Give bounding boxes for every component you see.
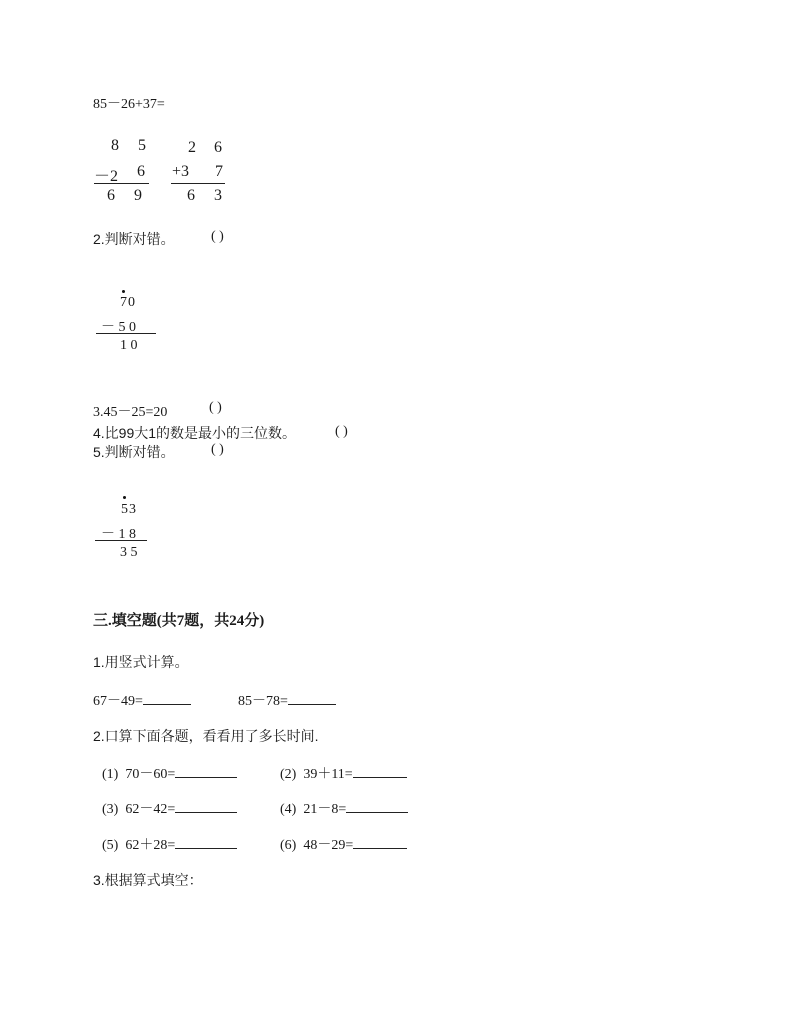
answer-blank[interactable] xyxy=(175,800,237,813)
underline xyxy=(96,333,156,334)
oral-item-2 xyxy=(280,763,407,783)
answer-blank[interactable] xyxy=(143,692,191,705)
underline xyxy=(95,540,147,541)
fill-1-expression-a xyxy=(93,690,191,710)
answer-paren[interactable]: ( ) xyxy=(335,424,348,439)
carry-dot xyxy=(122,290,125,293)
item-number: (6) xyxy=(280,838,297,853)
vertical-top: 53 xyxy=(121,502,137,517)
vertical-result: 3 5 xyxy=(120,545,138,560)
expression: 21－8= xyxy=(303,802,347,817)
digit: 9 xyxy=(134,187,142,204)
fill-question-2: 2.口算下面各题，看看用了多长时间. xyxy=(93,728,319,744)
operator-digit: －2 xyxy=(94,168,119,185)
digit: 6 xyxy=(107,187,115,204)
underline xyxy=(171,183,225,184)
answer-paren[interactable]: ( ) xyxy=(209,400,222,415)
oral-item-4 xyxy=(280,798,408,818)
answer-blank[interactable] xyxy=(353,765,407,778)
item-number: (4) xyxy=(280,802,297,817)
header-expression: 85－26+37= xyxy=(93,97,165,112)
oral-item-6 xyxy=(280,834,407,854)
digit: 5 xyxy=(138,137,146,154)
expression: 62＋28= xyxy=(125,838,176,853)
digit: 7 xyxy=(215,163,223,180)
fill-1-expression-b xyxy=(238,690,336,710)
answer-paren[interactable]: ( ) xyxy=(211,229,224,244)
digit: 8 xyxy=(111,137,119,154)
question-3: 3.45－25=20 xyxy=(93,405,168,420)
digit: 2 xyxy=(188,139,196,156)
answer-blank[interactable] xyxy=(288,692,336,705)
underline xyxy=(94,183,149,184)
vertical-operand: － 5 0 xyxy=(101,320,136,335)
vertical-top: 70 xyxy=(120,295,136,310)
digit: 6 xyxy=(187,187,195,204)
vertical-result: 1 0 xyxy=(120,338,138,353)
answer-blank[interactable] xyxy=(353,836,407,849)
expression: 85－78= xyxy=(238,694,288,709)
carry-dot xyxy=(123,496,126,499)
answer-blank[interactable] xyxy=(175,836,237,849)
expression: 67－49= xyxy=(93,694,143,709)
item-number: (1) xyxy=(102,767,119,782)
fill-question-1: 1.用竖式计算。 xyxy=(93,654,189,670)
digit: 6 xyxy=(214,139,222,156)
operator-digit: +3 xyxy=(172,163,190,180)
question-text: 2.判断对错。 xyxy=(93,231,175,247)
section-title: 三.填空题(共7题，共24分) xyxy=(93,613,265,629)
expression: 48－29= xyxy=(303,838,354,853)
fill-question-3: 3.根据算式填空： xyxy=(93,872,203,888)
expression: 39＋11= xyxy=(303,767,353,782)
oral-item-3 xyxy=(102,798,237,818)
oral-item-5 xyxy=(102,834,237,854)
question-2 xyxy=(93,229,175,249)
answer-blank[interactable] xyxy=(175,765,237,778)
expression: 62－42= xyxy=(125,802,176,817)
item-number: (3) xyxy=(102,802,119,817)
digit: 3 xyxy=(214,187,222,204)
vertical-operand: － 1 8 xyxy=(101,527,136,542)
question-5: 5.判断对错。 xyxy=(93,444,175,460)
expression: 70－60= xyxy=(125,767,176,782)
answer-paren[interactable]: ( ) xyxy=(211,442,224,457)
answer-blank[interactable] xyxy=(346,800,408,813)
digit: 6 xyxy=(137,163,145,180)
item-number: (5) xyxy=(102,838,119,853)
oral-item-1 xyxy=(102,763,237,783)
item-number: (2) xyxy=(280,767,297,782)
question-4: 4.比99大1的数是最小的三位数。 xyxy=(93,425,297,441)
